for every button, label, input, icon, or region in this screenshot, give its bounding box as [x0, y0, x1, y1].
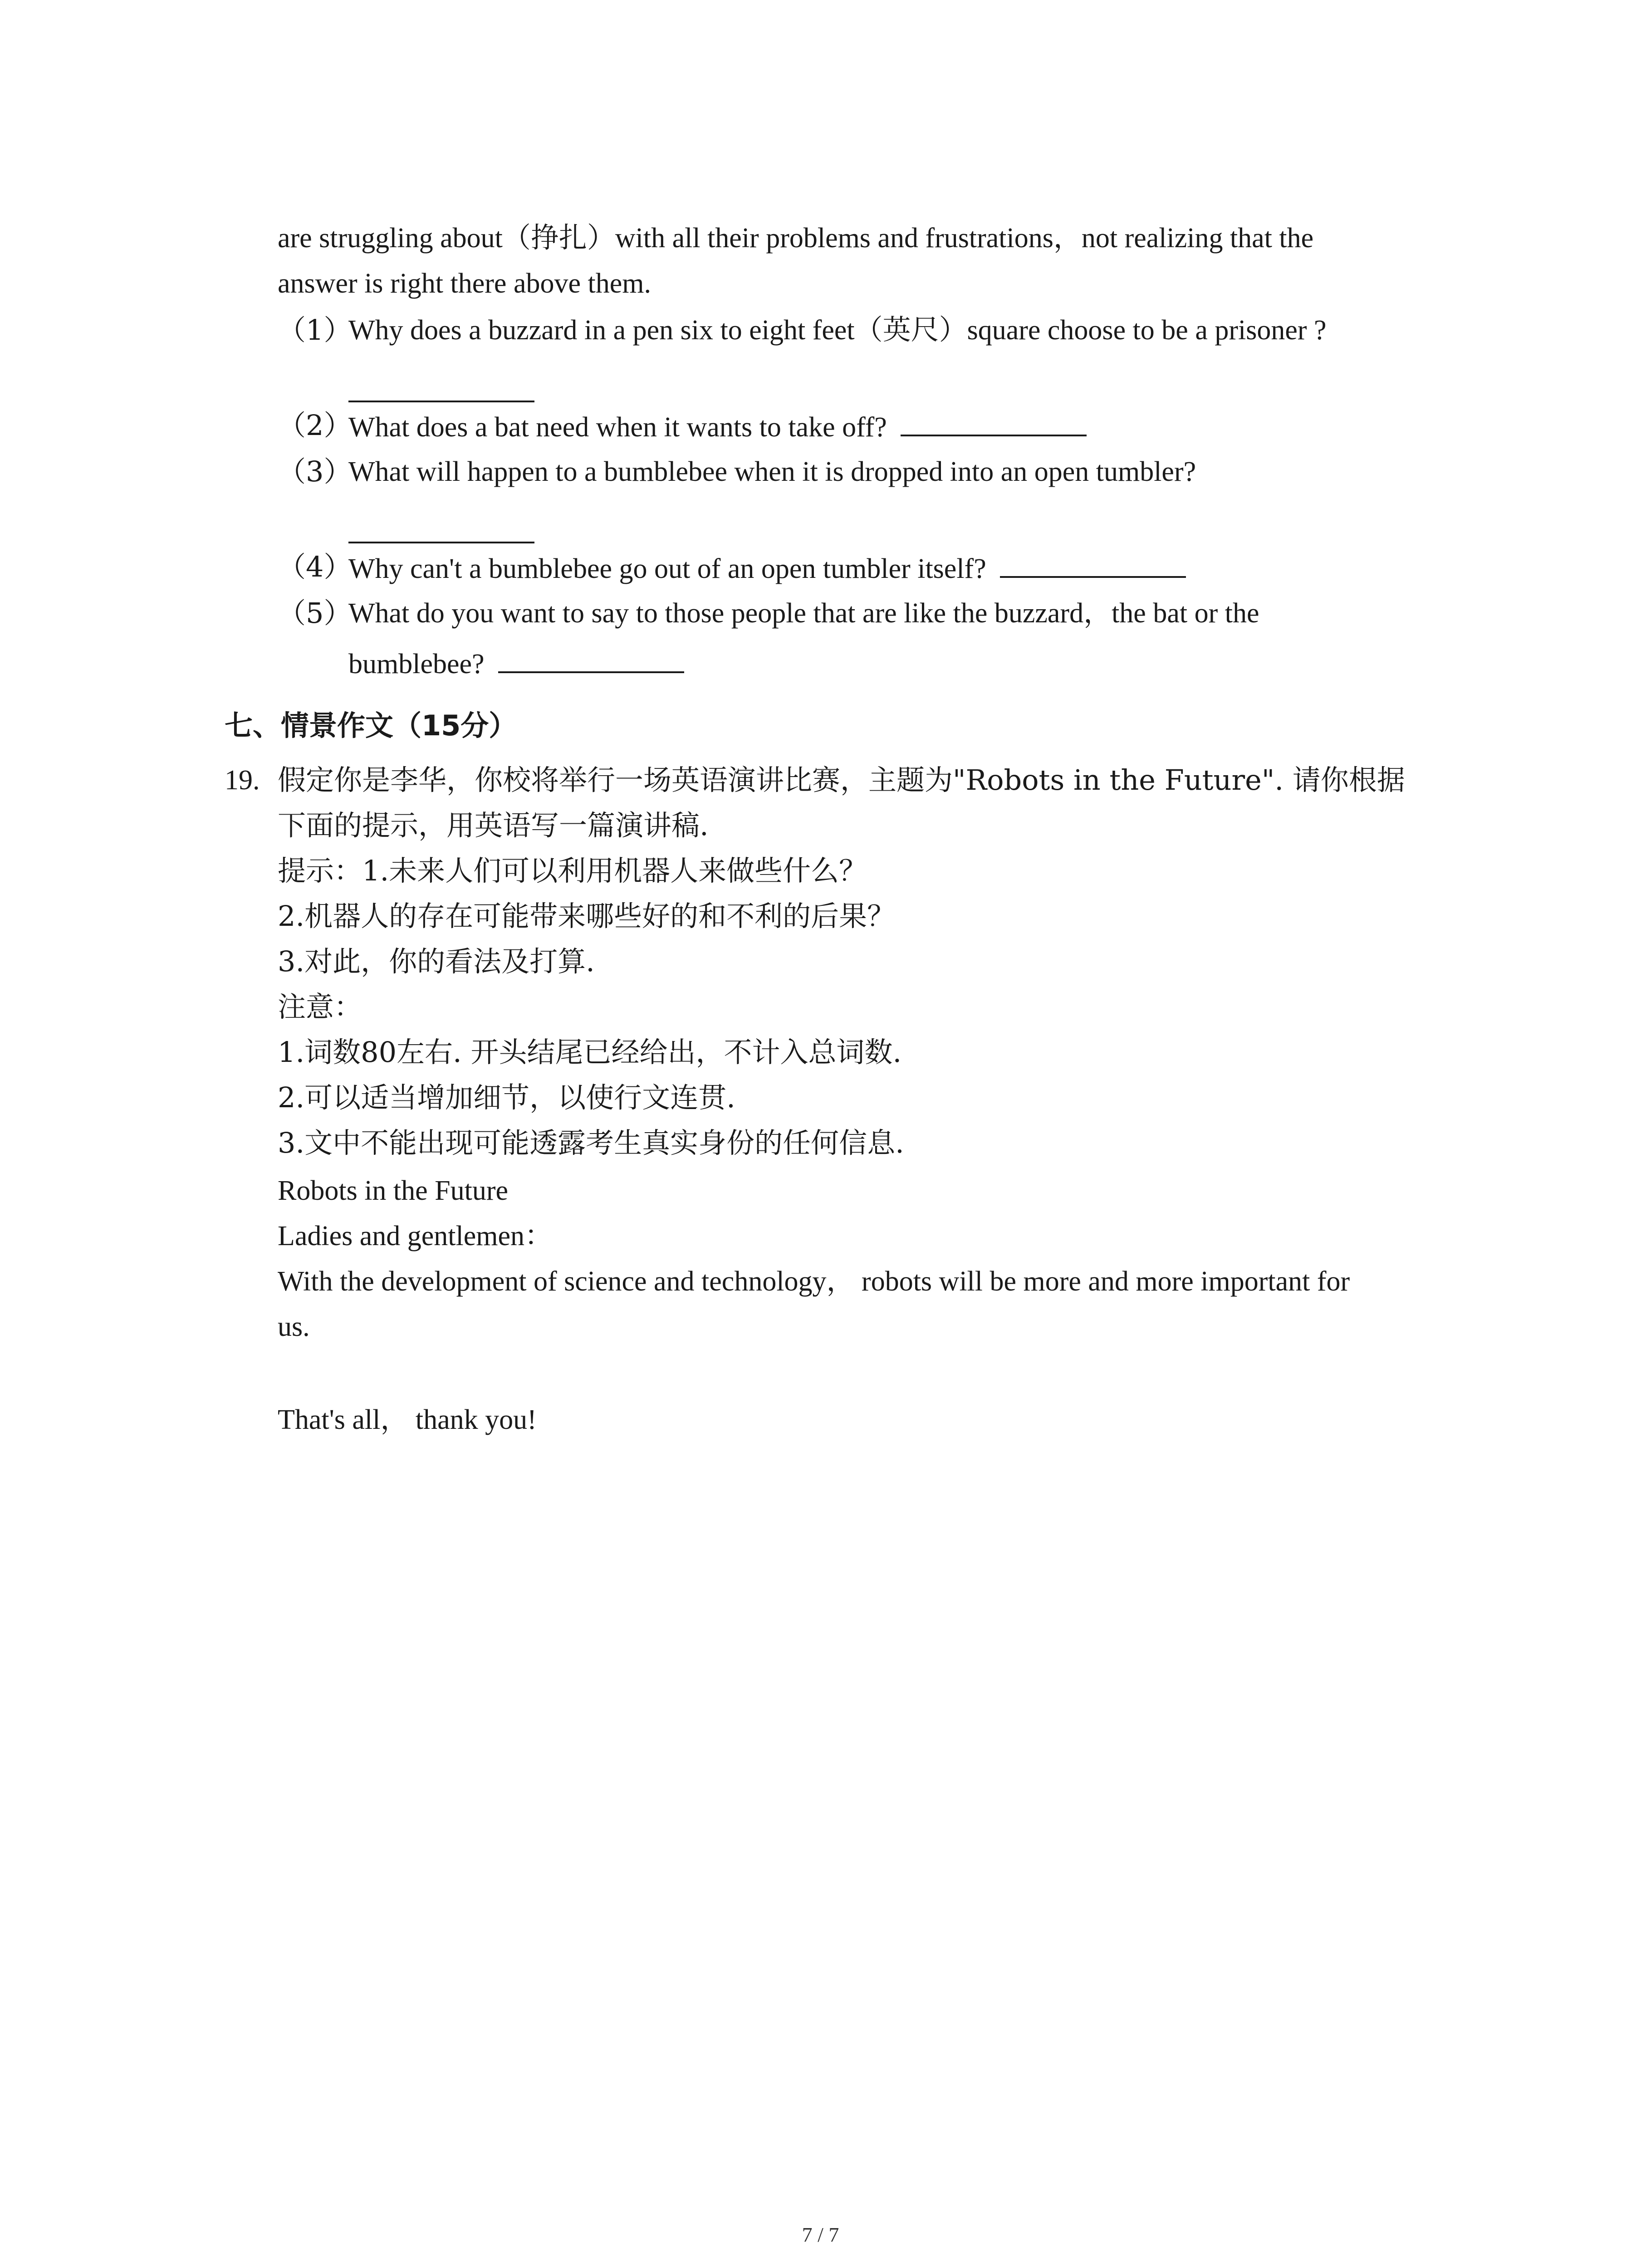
question-number: （1）: [278, 313, 352, 347]
question-text: Why does a buzzard in a pen six to eight feet（英尺）square choose to be a prisoner ?: [348, 315, 1327, 346]
question-item: [348, 549, 1186, 587]
task-note: 1.词数80左右. 开头结尾已经给出，不计入总词数.: [278, 1036, 902, 1069]
answer-blank[interactable]: [1000, 549, 1186, 578]
passage-line: answer is right there above them.: [278, 268, 651, 299]
task-instruction: 假定你是李华，你校将举行一场英语演讲比赛，主题为"Robots in the Future". 请你根据: [278, 763, 1405, 797]
answer-blank[interactable]: [901, 407, 1087, 436]
question-text-continued: bumblebee?: [348, 649, 485, 679]
question-item: [348, 644, 684, 682]
essay-greeting: Ladies and gentlemen：: [278, 1221, 553, 1251]
task-hint: 3.对此，你的看法及打算.: [278, 945, 595, 978]
question-text: What do you want to say to those people that are like the buzzard，the bat or the: [348, 598, 1259, 629]
task-hint: 2.机器人的存在可能带来哪些好的和不利的后果？: [278, 899, 896, 933]
section-heading: 七、情景作文（15分）: [225, 709, 517, 742]
task-note-title: 注意：: [278, 990, 362, 1023]
task-note: 2.可以适当增加细节，以使行文连贯.: [278, 1081, 735, 1114]
question-text: What does a bat need when it wants to take off?: [348, 412, 887, 443]
answer-blank[interactable]: [348, 542, 534, 543]
question-number: （3）: [278, 455, 352, 488]
answer-blank[interactable]: [348, 401, 534, 402]
task-note: 3.文中不能出现可能透露考生真实身份的任何信息.: [278, 1126, 904, 1159]
question-text: What will happen to a bumblebee when it is dropped into an open tumbler?: [348, 456, 1196, 487]
task-hint: 提示：1.未来人们可以利用机器人来做些什么？: [278, 854, 867, 887]
question-item: [348, 407, 1087, 445]
task-instruction: 下面的提示，用英语写一篇演讲稿.: [278, 809, 709, 842]
question-number: （4）: [278, 550, 352, 583]
essay-closing: That's all， thank you!: [278, 1404, 537, 1435]
question-number: （5）: [278, 596, 352, 630]
essay-title: Robots in the Future: [278, 1175, 509, 1206]
essay-opening: With the development of science and technology， robots will be more and more important for: [278, 1266, 1350, 1297]
page-number: 7 / 7: [802, 2223, 839, 2246]
answer-blank[interactable]: [498, 644, 684, 673]
question-number: 19.: [225, 765, 260, 796]
passage-line: are struggling about（挣扎）with all their problems and frustrations，not realizing that the: [278, 223, 1314, 254]
essay-opening: us.: [278, 1311, 310, 1342]
question-number: （2）: [278, 409, 352, 442]
question-text: Why can't a bumblebee go out of an open tumbler itself?: [348, 553, 986, 584]
